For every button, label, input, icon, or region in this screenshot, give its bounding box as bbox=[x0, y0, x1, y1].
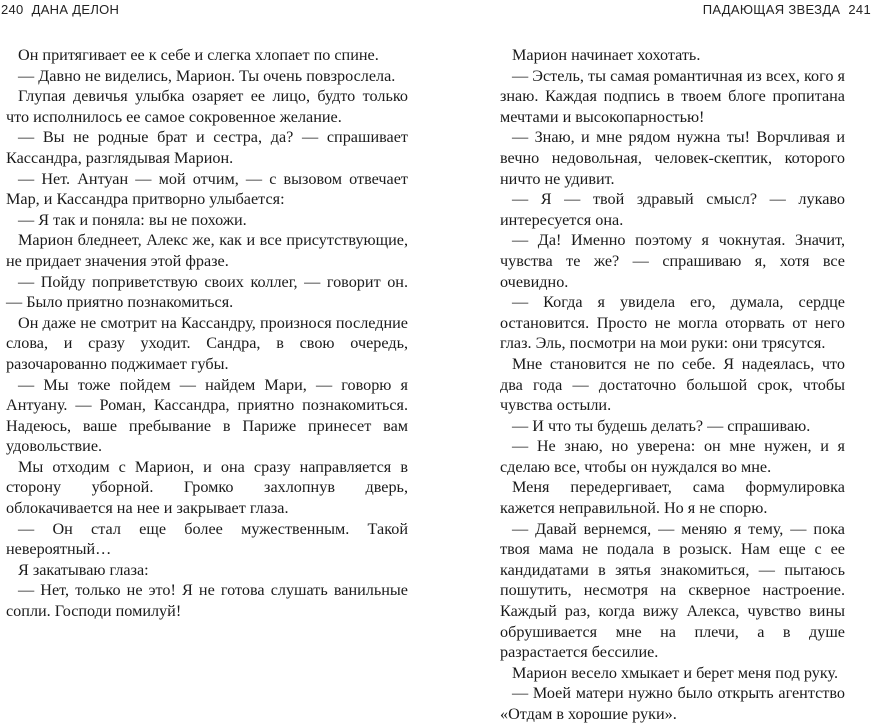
paragraph: — Когда я увидела его, думала, сердце остановится. Просто не могла оторвать от него глаз. Эль, посмотри на мои руки: они трясутся. bbox=[500, 293, 845, 353]
left-page-text bbox=[6, 45, 408, 622]
paragraph: — Пойду поприветствую своих коллег, — говорит он. — Было приятно познакомиться. bbox=[6, 272, 408, 312]
book-title: ПАДАЮЩАЯ ЗВЕЗДА bbox=[702, 2, 841, 17]
paragraph: — Он стал еще более мужественным. Такой невероятный… bbox=[6, 519, 408, 559]
right-page bbox=[436, 0, 872, 723]
paragraph: — Давай вернемся, — меняю я тему, — пока твоя мама не подала в розыск. Нам еще с ее кандидатами в зятья знакомиться, — пытаюсь пошутить, несмотря на скверное настроение. Каждый раз, когда вижу Алекса, чувство вины обрушивается мне на плечи, а в душе разрастается бессилие. bbox=[500, 519, 845, 662]
paragraph: — Я так и поняла: вы не похожи. bbox=[18, 210, 247, 229]
paragraph: — Моей матери нужно было открыть агентство «Отдам в хорошие руки». bbox=[500, 684, 845, 723]
paragraph: Глупая девичья улыбка озаряет ее лицо, будто только что исполнилось ее самое сокровенное желание. bbox=[6, 87, 408, 126]
paragraph: — Я — твой здравый смысл? — лукаво интересуется она. bbox=[500, 190, 845, 229]
paragraph: — Да! Именно поэтому я чокнутая. Значит, чувства те же? — спрашиваю я, хотя все очевидно. bbox=[500, 231, 845, 291]
paragraph: — Давно не виделись, Марион. Ты очень повзрослела. bbox=[18, 66, 396, 85]
paragraph: Я закатываю глаза: bbox=[18, 560, 149, 579]
paragraph: Он притягивает ее к себе и слегка хлопает по спине. bbox=[18, 46, 379, 64]
left-page-number: 240 bbox=[1, 2, 24, 17]
paragraph: Мне становится не по себе. Я надеялась, что два года — достаточно большой срок, чтобы чувства остыли. bbox=[500, 354, 845, 415]
paragraph: — И что ты будешь делать? — спрашиваю. bbox=[512, 416, 811, 435]
author-name: ДАНА ДЕЛОН bbox=[31, 2, 120, 17]
paragraph: Он даже не смотрит на Кассандру, произнося последние слова, и сразу уходит. Сандра, в свою очередь, разочарованно поджимает губы. bbox=[6, 313, 408, 373]
paragraph: — Не знаю, но уверена: он мне нужен, и я сделаю все, чтобы он нуждался во мне. bbox=[500, 437, 845, 476]
paragraph: — Нет, только не это! Я не готова слушать ванильные сопли. Господи помилуй! bbox=[6, 581, 408, 621]
right-page-text bbox=[500, 45, 872, 725]
paragraph: Марион бледнеет, Алекс же, как и все присутствующие, не придает значения этой фразе. bbox=[6, 231, 408, 270]
paragraph: Марион весело хмыкает и берет меня под руку. bbox=[512, 663, 838, 682]
paragraph: — Вы не родные брат и сестра, да? — спрашивает Кассандра, разглядывая Марион. bbox=[6, 128, 408, 167]
paragraph: Мы отходим с Марион, и она сразу направляется в сторону уборной. Громко захлопнув дверь, облокачивается на нее и закрывает глаза. bbox=[6, 457, 408, 518]
paragraph: — Знаю, и мне рядом нужна ты! Ворчливая и вечно недовольная, человек-скептик, которого ничто не удивит. bbox=[500, 128, 845, 188]
paragraph: Марион начинает хохотать. bbox=[512, 46, 701, 64]
paragraph: — Эстель, ты самая романтичная из всех, кого я знаю. Каждая подпись в твоем блоге пропитана мечтами и высокопарностью! bbox=[500, 66, 845, 126]
right-page-number: 241 bbox=[848, 2, 871, 17]
left-running-head bbox=[1, 2, 119, 17]
paragraph: Меня передергивает, сама формулировка кажется неправильной. Но я не спорю. bbox=[500, 478, 845, 518]
paragraph: — Мы тоже пойдем — найдем Мари, — говорю я Антуану. — Роман, Кассандра, приятно познакомиться. Надеюсь, ваше пребывание в Париже принесет вам удовольствие. bbox=[6, 375, 408, 456]
right-running-head bbox=[703, 2, 871, 17]
paragraph: — Нет. Антуан — мой отчим, — с вызовом отвечает Мар, и Кассандра притворно улыбается: bbox=[6, 169, 408, 209]
left-page bbox=[0, 0, 436, 684]
